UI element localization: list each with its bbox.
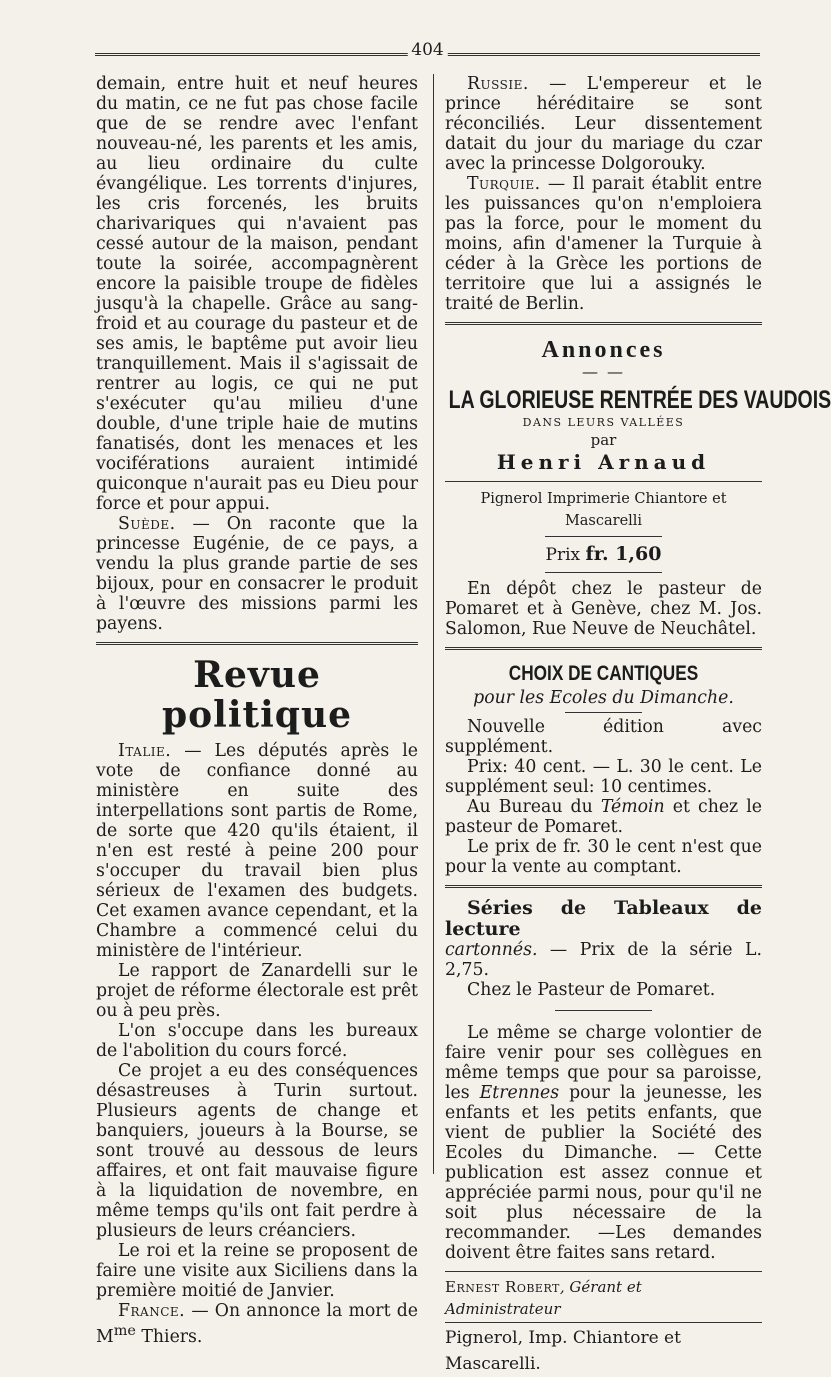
ad-series-chez: Chez le Pasteur de Pomaret. (467, 980, 716, 1000)
ad-rule-short (565, 712, 642, 713)
ornament-dash: — — (581, 362, 626, 381)
section-rule (445, 885, 762, 888)
france-end: Thiers. (135, 1326, 203, 1347)
series-cartonnes: cartonnés. (445, 940, 538, 960)
section-rule (445, 647, 762, 650)
ad-meme (445, 1023, 762, 1263)
page-header (95, 40, 760, 62)
suede-text: — On raconte que la princesse Eugénie, de ce pays, a vendu la plus grande partie de ses bijoux, pour en consacrer le produit à l'œuvre des missions parmi les payens. (96, 514, 418, 634)
section-rule (445, 322, 762, 325)
paragraph-russie (445, 74, 762, 174)
section-label-turquie: Turquie. (467, 174, 541, 194)
ad-choix-subtitle: pour les Ecoles du Dimanche. (473, 688, 734, 708)
meme-etrennes: Etrennes (479, 1083, 560, 1103)
page-number: 404 (407, 40, 447, 60)
section-title-annonces: Annonces (541, 337, 666, 363)
ad-par: par (590, 431, 617, 449)
ad-series-title (445, 898, 762, 940)
section-label-italie: Italie. (118, 741, 172, 761)
ad-choix-title: CHOIX DE CANTIQUES (508, 662, 699, 685)
paragraph-bapteme: demain, entre huit et neuf heures du matin, ce ne fut pas chose facile que de se rendre avec l'enfant nouveau-né, les parents et les amis, au lieu ordinaire du culte évangélique. Les torrents d'injures, les cris forcenés, les bruits charivariques qui n'avaient pas cessé autour de la maison, pendant toute la soirée, accompagnèrent encore la paisible troupe de fidèles jusqu'à la chapelle. Grâce au sang-froid et au courage du pasteur et de ses amis, le baptême put avoir lieu tranquillement. Mais il s'agissait de rentrer au logis, ce qui ne put s'exécuter qu'au milieu d'une double, d'une triple haie de mutins fanatisés, dont les menaces et les vociférations auraient intimidé quiconque n'aurait pas eu Dieu pour force et pour appui. (96, 74, 418, 514)
choix-bureau-c: et chez le pasteur de Pomaret. (445, 797, 762, 837)
russie-text: — L'empereur et le prince héréditaire se sont réconciliés. Leur dissentement datait du jour du mariage du czar avec la princesse Dolgorouky. (445, 74, 762, 174)
ad-price (445, 541, 762, 568)
paragraph-france (96, 1301, 418, 1347)
turquie-text: — Il parait établit entre les puissances qu'on n'emploiera pas la force, pour le moment du moins, afin d'amener la Turquie à céder à la Grèce les portions de territoire que lui a assignés le traité de Berlin. (445, 174, 762, 314)
ad-choix-edition: Nouvelle édition avec supplément. (445, 717, 762, 757)
paragraph-italie (96, 741, 418, 961)
ad-rule (445, 481, 762, 482)
choix-bureau-temoin: Témoin (600, 797, 665, 817)
paragraph-projet: Ce projet a eu des conséquences désastreuses à Turin surtout. Plusieurs agents de change et banquiers, joueurs à la Bourse, se sont trouvé au dessous de leurs affaires, et ont fait mauvaise figure à la liquidation de novembre, en même temps qu'ils ont fait perdre à plusieurs de leurs créanciers. (96, 1061, 418, 1241)
ad-choix-bureau (445, 797, 762, 837)
meme-a: Le même se charge volontier de faire venir pour ses collègues en même temps que pour sa paroisse, les (445, 1023, 762, 1103)
ad-choix-comptant: Le prix de fr. 30 le cent n'est que pour la vente au comptant. (445, 837, 762, 877)
france-superscript: me (113, 1323, 136, 1339)
ad-author: Henri Arnaud (496, 450, 711, 474)
ad-depot: En dépôt chez le pasteur de Pomaret et à Genève, chez M. Jos. Salomon, Rue Neuve de Neuchâtel. (445, 579, 762, 639)
footer-rule (445, 1271, 762, 1272)
price-label: Prix (545, 545, 586, 565)
footer-rule (445, 1322, 762, 1323)
series-title: Séries de Tableaux de lecture (445, 897, 762, 940)
section-label-russie: Russie. (467, 74, 529, 94)
series-prix: — Prix de la série L. 2,75. (445, 940, 762, 980)
ad-rule-short (545, 536, 662, 537)
ad-printer: Pignerol Imprimerie Chiantore et Mascarelli (480, 491, 727, 529)
ad-rule-short (555, 1010, 652, 1011)
section-label-france: France. (118, 1301, 186, 1321)
right-column (445, 74, 831, 1377)
section-rule (96, 642, 418, 645)
price-value: fr. 1,60 (585, 543, 662, 565)
paragraph-turquie (445, 174, 762, 314)
paragraph-roi: Le roi et la reine se proposent de faire une visite aux Siciliens dans la première moitié de Janvier. (96, 1241, 418, 1301)
italie-text: — Les députés après le vote de confiance donné au ministère en suite des interpellations sont partis de Rome, de sorte que 420 qu'ils étaient, il n'en est resté à peine 200 pour s'occuper du travail bien plus sérieux de l'examen des budgets. Cet examen avance cependant, et la Chambre a commencé celui du ministère de l'intérieur. (96, 741, 418, 961)
gerant-line (445, 1276, 762, 1320)
paragraph-abolition: L'on s'occupe dans les bureaux de l'abolition du cours forcé. (96, 1021, 418, 1061)
left-column (96, 74, 418, 1347)
gerant-role: , Gérant et Administrateur (445, 1278, 642, 1318)
ad-choix-prix: Prix: 40 cent. — L. 30 le cent. Le supplément seul: 10 centimes. (445, 757, 762, 797)
meme-c: pour la jeunesse, les enfants et les petits enfants, que vient de publier la Société des Ecoles du Dimanche. — Cette publication est assez connue et appréciée parmi nous, pour qu'il ne soit plus nécessaire de la recommander. —Les demandes doivent être faites sans retard. (445, 1083, 762, 1263)
ad-series-price (445, 940, 762, 980)
ad-book-subtitle: DANS LEURS VALLÉES (522, 416, 685, 429)
gerant-name: Ernest Robert (445, 1278, 560, 1296)
ad-book-title: LA GLORIEUSE RENTRÉE DES VAUDOIS (448, 386, 831, 414)
ad-rule-short (545, 572, 662, 573)
section-label-suede: Suède. (118, 514, 176, 534)
imprint-line: Pignerol, Imp. Chiantore et Mascarelli. (445, 1328, 681, 1374)
paragraph-rapport: Le rapport de Zanardelli sur le projet de réforme électorale est prêt ou à peu près. (96, 961, 418, 1021)
choix-bureau-a: Au Bureau du (467, 797, 601, 817)
paragraph-suede (96, 514, 418, 634)
france-text: — On annonce la mort de M (96, 1301, 418, 1347)
section-title-revue-politique: Revue politique (161, 654, 353, 736)
column-divider (433, 74, 434, 1174)
